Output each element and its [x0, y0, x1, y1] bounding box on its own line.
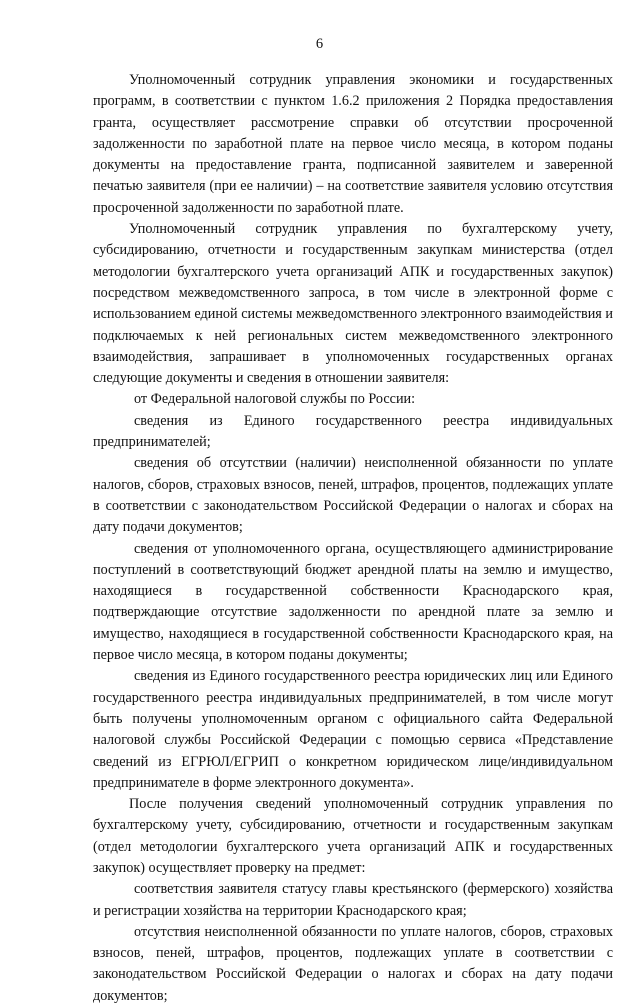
list-item-rent-debt-info: сведения от уполномоченного органа, осуществляющего администрирование поступлений в соответствующий бюджет арендной платы на землю и имущество, находящиеся в государственной собственности Краснодарского края, подтверждающие отсутствие задолженности по арендной плате за землю и имущество, находящиеся в государственной собственности Краснодарского края, на первое число месяца, в котором поданы документы;: [93, 540, 613, 664]
page-number: 6: [315, 36, 324, 52]
document-body: [93, 70, 613, 1007]
list-item-farm-status-check: соответствия заявителя статусу главы крестьянского (фермерского) хозяйства и регистрации хозяйства на территории Краснодарского края;: [93, 881, 613, 919]
paragraph-economics-department-check: Уполномоченный сотрудник управления экономики и государственных программ, в соответствии с пунктом 1.6.2 приложения 2 Порядка предоставления гранта, осуществляет рассмотрение справки об отсутствии просроченной задолженности по заработной плате на первое число месяца, в котором поданы документы на предоставление гранта, подписанной заявителем и заверенной печатью заявителя (при ее наличии) – на соответствие заявителя условию отсутствия просроченной задолженности по заработной плате.: [93, 72, 613, 216]
list-item-egrip-info: сведения из Единого государственного реестра индивидуальных предпринимателей;: [93, 412, 613, 451]
list-item-tax-obligation-check: отсутствия неисполненной обязанности по уплате налогов, сборов, страховых взносов, пеней, штрафов, процентов, подлежащих уплате в соответствии с законодательством Российской Федерации о налогах и сборах на дату подачи документов;: [93, 923, 613, 1004]
paragraph-verification-intro: После получения сведений уполномоченный сотрудник управления по бухгалтерскому учету, субсидированию, отчетности и государственным закупкам (отдел методологии бухгалтерского учета организаций АПК и государственных закупок) осуществляет проверку на предмет:: [93, 796, 613, 876]
paragraph-tax-service-heading: от Федеральной налоговой службы по России:: [134, 391, 416, 408]
paragraph-accounting-department-request: Уполномоченный сотрудник управления по бухгалтерскому учету, субсидированию, отчетности и государственным закупкам министерства (отдел методологии бухгалтерского учета организаций АПК и государственных закупок) посредством межведомственного запроса, в том числе в электронной форме с использованием единой системы межведомственного электронного взаимодействия и подключаемых к ней региональных систем межведомственного электронного взаимодействия, запрашивает в уполномоченных государственных органах следующие документы и сведения в отношении заявителя:: [93, 221, 613, 387]
list-item-egrul-egrip-info: сведения из Единого государственного реестра юридических лиц или Единого государственного реестра индивидуальных предпринимателей, в том числе могут быть получены уполномоченным органом с официального сайта Федеральной налоговой службы Российской Федерации с помощью сервиса «Представление сведений из ЕГРЮЛ/ЕГРИП о конкретном юридическом лице/индивидуальном предпринимателе в форме электронного документа».: [93, 668, 613, 791]
list-item-tax-debt-info: сведения об отсутствии (наличии) неисполненной обязанности по уплате налогов, сборов, страховых взносов, пеней, штрафов, процентов, подлежащих уплате в соответствии с законодательством Российской Федерации о налогах и сборах на дату подачи документов;: [93, 455, 613, 536]
